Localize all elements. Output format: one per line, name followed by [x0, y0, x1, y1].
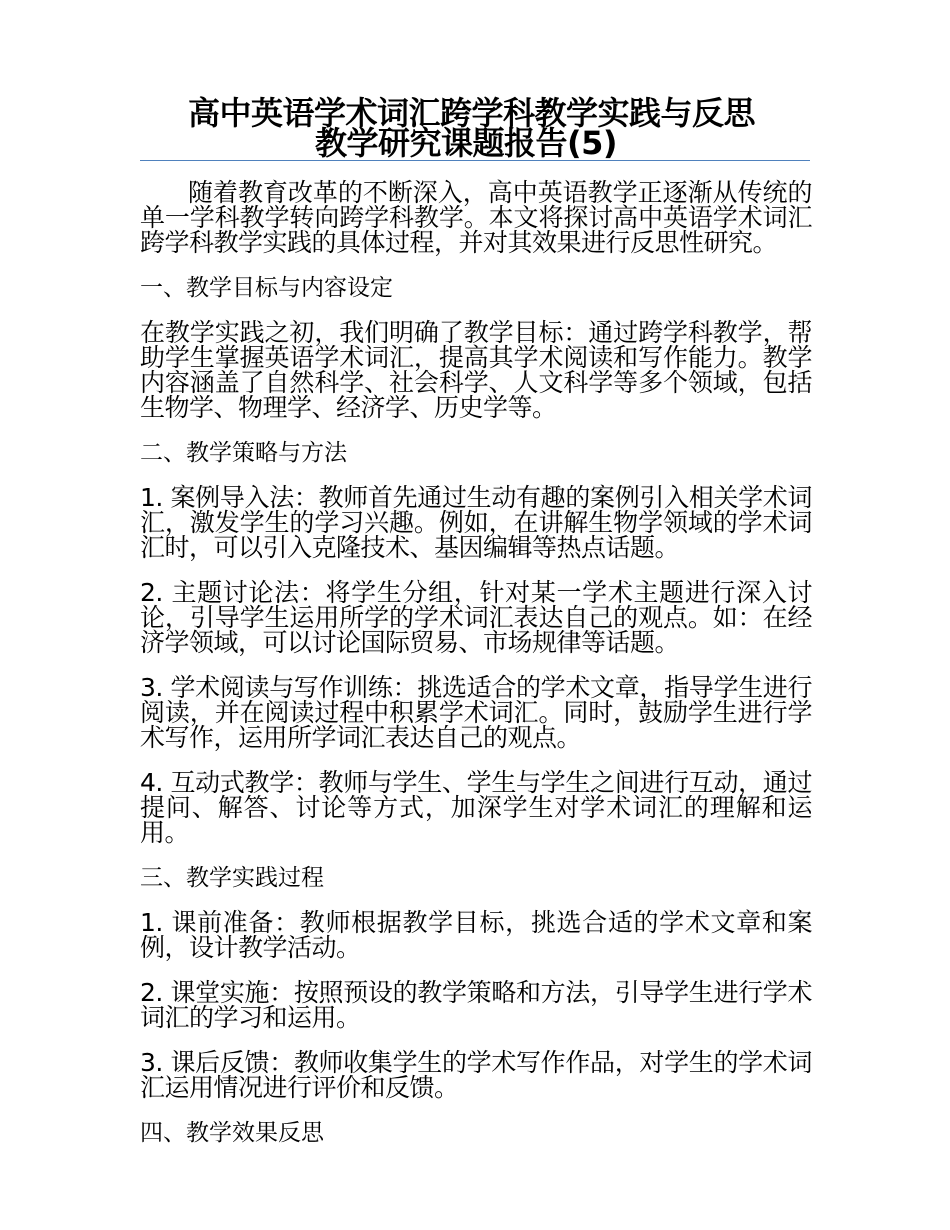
section-heading-goals: 一、教学目标与内容设定	[140, 275, 393, 301]
process-implementation-paragraph: 2. 课堂实施：按照预设的教学策略和方法，引导学生进行学术词汇的学习和运用。	[140, 978, 812, 1032]
strategy-reading-writing-paragraph: 3. 学术阅读与写作训练：挑选适合的学术文章，指导学生进行阅读，并在阅读过程中积累学术词汇。同时，鼓励学生进行学术写作，运用所学词汇表达自己的观点。	[140, 673, 812, 752]
section-heading-strategies: 二、教学策略与方法	[140, 440, 347, 466]
strategy-interactive-paragraph: 4. 互动式教学：教师与学生、学生与学生之间进行互动，通过提问、解答、讨论等方式，加深学生对学术词汇的理解和运用。	[140, 768, 812, 847]
title-line-2: 教学研究课题报告(5)	[315, 124, 618, 162]
title-line-1: 高中英语学术词汇跨学科教学实践与反思	[188, 94, 756, 132]
strategy-discussion-paragraph: 2. 主题讨论法：将学生分组，针对某一学术主题进行深入讨论，引导学生运用所学的学术词汇表达自己的观点。如：在经济学领域，可以讨论国际贸易、市场规律等话题。	[140, 578, 812, 657]
title-underline-divider	[140, 160, 810, 161]
process-preparation-paragraph: 1. 课前准备：教师根据教学目标，挑选合适的学术文章和案例，设计教学活动。	[140, 908, 812, 962]
document-body	[140, 180, 812, 1165]
document-title	[140, 94, 810, 162]
intro-paragraph: 随着教育改革的不断深入，高中英语教学正逐渐从传统的单一学科教学转向跨学科教学。本文将探讨高中英语学术词汇跨学科教学实践的具体过程，并对其效果进行反思性研究。	[140, 178, 812, 257]
process-feedback-paragraph: 3. 课后反馈：教师收集学生的学术写作作品，对学生的学术词汇运用情况进行评价和反馈。	[140, 1048, 812, 1102]
section-heading-process: 三、教学实践过程	[140, 865, 324, 891]
section-heading-reflection: 四、教学效果反思	[140, 1120, 324, 1146]
strategy-case-paragraph: 1. 案例导入法：教师首先通过生动有趣的案例引入相关学术词汇，激发学生的学习兴趣。例如，在讲解生物学领域的学术词汇时，可以引入克隆技术、基因编辑等热点话题。	[140, 483, 812, 562]
goals-paragraph: 在教学实践之初，我们明确了教学目标：通过跨学科教学，帮助学生掌握英语学术词汇，提高其学术阅读和写作能力。教学内容涵盖了自然科学、社会科学、人文科学等多个领域，包括生物学、物理学、经济学、历史学等。	[140, 318, 812, 422]
